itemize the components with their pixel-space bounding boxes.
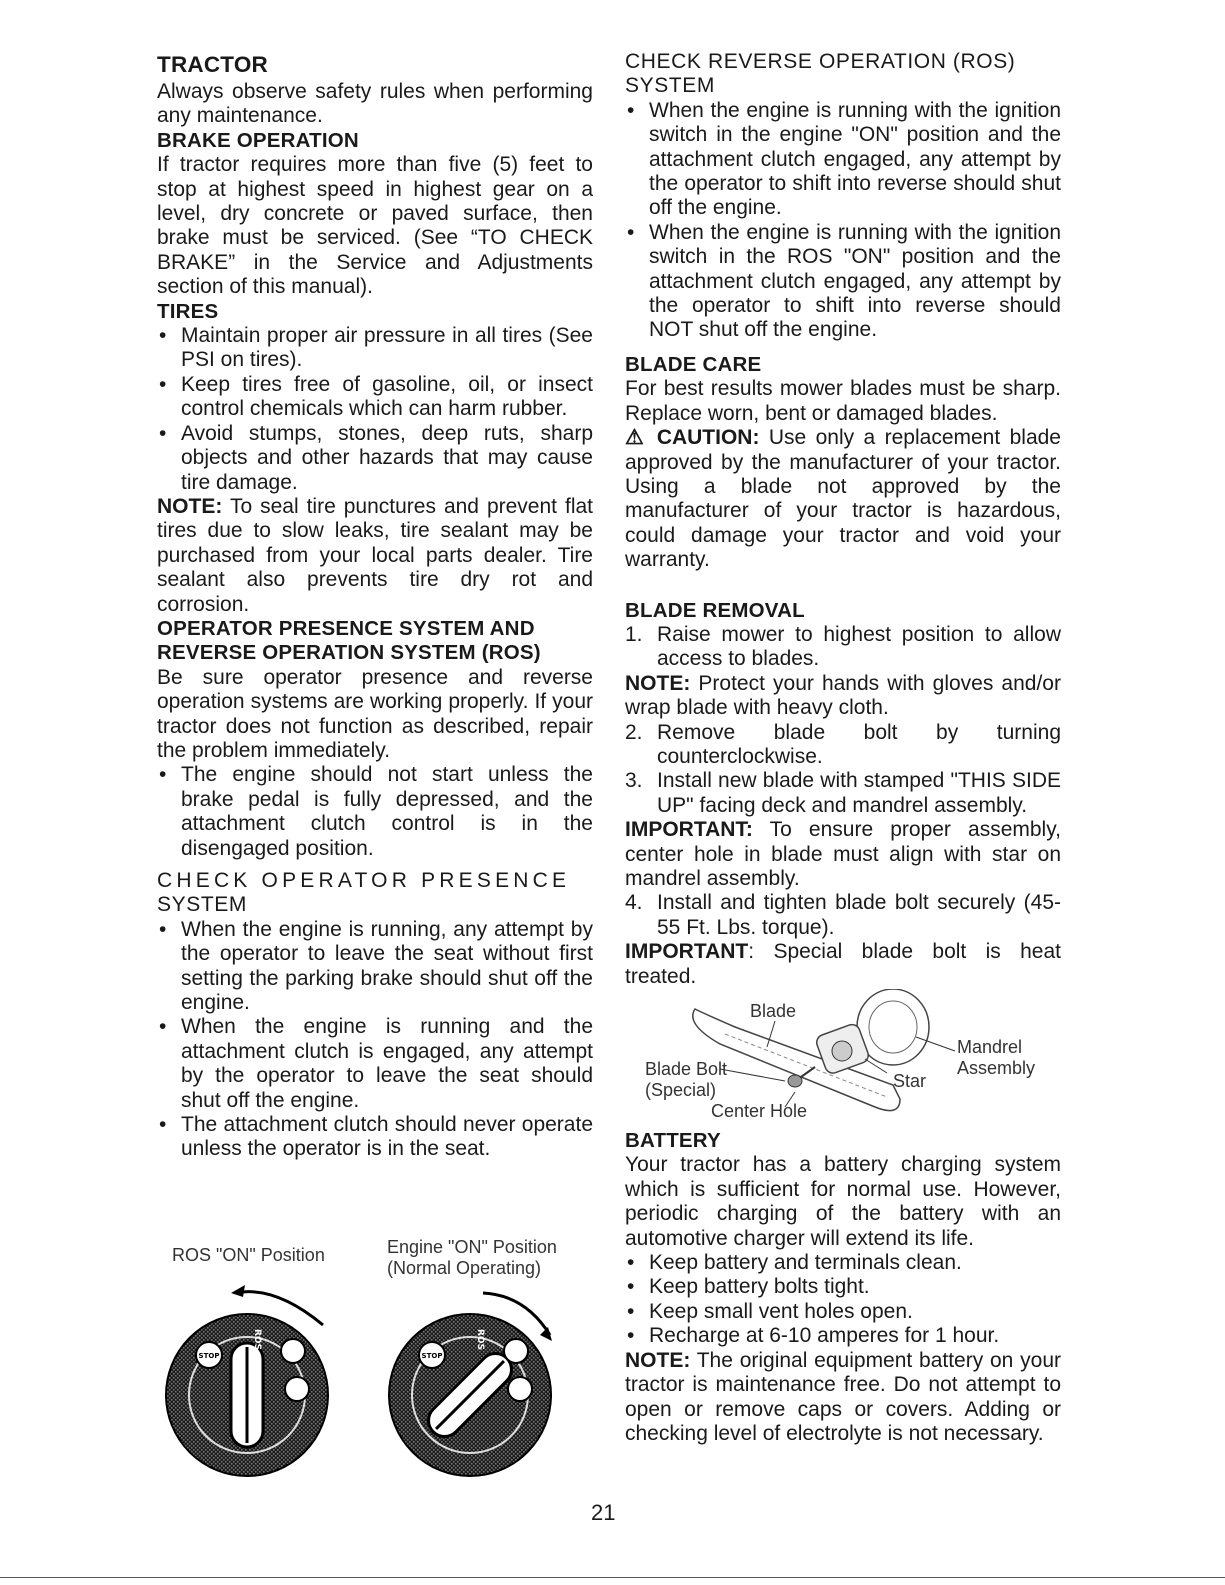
list-item: 3. Install new blade with stamped "THIS SIDE UP" facing deck and mandrel assembly.	[625, 769, 1061, 817]
important-1: IMPORTANT: To ensure proper assembly, center hole in blade must align with star on mandrel assembly.	[625, 818, 1061, 890]
engine-switch-dial	[389, 1293, 552, 1476]
check-ros-heading: CHECK REVERSE OPERATION (ROS) SYSTEM	[625, 50, 1016, 98]
label-blade: Blade	[750, 1001, 797, 1022]
label-center-hole: Center Hole	[711, 1101, 808, 1122]
brake-operation-heading: BRAKE OPERATION	[157, 128, 359, 152]
right-column	[625, 50, 1061, 1446]
battery-list	[625, 1251, 1061, 1349]
tires-heading: TIRES	[157, 299, 219, 323]
ros-switch-dial	[166, 1285, 328, 1476]
list-item: 1. Raise mower to highest position to allow access to blades.	[625, 622, 1061, 671]
list-item: • Keep tires free of gasoline, oil, or insect control chemicals which can harm rubber.	[159, 372, 593, 421]
blade-care-text: For best results mower blades must be sharp. Replace worn, bent or damaged blades.	[625, 377, 1061, 425]
ros-label: ROS	[475, 1329, 485, 1351]
ignition-switch-figure	[165, 1285, 585, 1495]
list-item: • When the engine is running with the ignition switch in the engine "ON" position and the attachment clutch engaged, any attempt by the operator to shift into reverse should shut off the engine.	[627, 98, 1061, 220]
engine-on-label: Engine "ON" Position (Normal Operating)	[387, 1237, 557, 1278]
left-column	[157, 50, 593, 1162]
check-ros-list	[625, 99, 1061, 343]
list-item: • When the engine is running, any attempt by the operator to leave the seat without first setting the parking brake should shut off the engine.	[159, 917, 593, 1015]
stop-label: STOP	[198, 1352, 220, 1360]
list-item: • Recharge at 6-10 amperes for 1 hour.	[627, 1324, 1000, 1348]
label-mandrel-assembly: Mandrel Assembly	[957, 1037, 1036, 1079]
list-item: • Maintain proper air pressure in all tires (See PSI on tires).	[159, 324, 593, 372]
ops-list	[157, 763, 593, 861]
ops-text: Be sure operator presence and reverse operation systems are working properly. If your tractor does not function as described, repair the problem immediately.	[157, 665, 593, 762]
caution-paragraph: ⚠ CAUTION: Use only a replacement blade approved by the manufacturer of your tractor. Using a blade not approved by the manufacturer of your tractor is hazardous, could damage your tractor and void your warranty.	[625, 426, 1061, 572]
ops-heading: OPERATOR PRESENCE SYSTEM AND REVERSE OPERATION SYSTEM (ROS)	[157, 616, 541, 665]
battery-text: Your tractor has a battery charging system which is sufficient for normal use. However, periodic charging of the battery with an automotive charger will extend its life.	[625, 1153, 1061, 1250]
list-item: • The engine should not start unless the brake pedal is fully depressed, and the attachment clutch control is in the disengaged position.	[159, 763, 593, 860]
removal-step-1	[625, 623, 1061, 672]
check-ops-heading: CHECK OPERATOR PRESENCE SYSTEM	[157, 869, 571, 917]
warning-triangle-icon: ⚠	[625, 426, 648, 450]
list-item: • The attachment clutch should never operate unless the operator is in the seat.	[159, 1113, 593, 1161]
list-item: • Keep small vent holes open.	[627, 1299, 913, 1323]
list-item: 4. Install and tighten blade bolt securely (45-55 Ft. Lbs. torque).	[625, 891, 1061, 939]
page-number: 21	[591, 1500, 616, 1525]
important-2: IMPORTANT: Special blade bolt is heat treated.	[625, 940, 1061, 988]
label-blade-bolt: Blade Bolt (Special)	[645, 1059, 728, 1101]
ros-on-label: ROS "ON" Position	[172, 1245, 325, 1265]
blade-diagram	[625, 989, 1061, 1129]
list-item: 2. Remove blade bolt by turning counterclockwise.	[625, 720, 1061, 768]
tractor-heading: TRACTOR	[157, 52, 268, 77]
list-item: • Keep battery and terminals clean.	[627, 1251, 962, 1275]
tractor-intro: Always observe safety rules when performing any maintenance.	[157, 80, 593, 128]
blade-removal-heading: BLADE REMOVAL	[625, 598, 805, 622]
list-item: • When the engine is running and the attachment clutch is engaged, any attempt by the operator to leave the seat should shut off the engine.	[159, 1015, 593, 1112]
mandrel-shape	[814, 989, 929, 1075]
stop-label: STOP	[421, 1352, 443, 1360]
battery-note: NOTE: The original equipment battery on your tractor is maintenance free. Do not attempt to open or remove caps or covers. Adding or checking level of electrolyte is not necessary.	[625, 1348, 1061, 1445]
removal-note: NOTE: Protect your hands with gloves and/or wrap blade with heavy cloth.	[625, 671, 1061, 720]
list-item: • Avoid stumps, stones, deep ruts, sharp objects and other hazards that may cause tire damage.	[159, 421, 593, 494]
label-star: Star	[893, 1071, 927, 1092]
tires-note: NOTE: To seal tire punctures and prevent flat tires due to slow leaks, tire sealant may be purchased from your local parts dealer. Tire sealant also prevents tire dry rot and corrosion.	[157, 494, 593, 616]
list-item: • Keep battery bolts tight.	[627, 1275, 870, 1299]
blade-care-heading: BLADE CARE	[625, 352, 762, 376]
removal-step-4	[625, 891, 1061, 940]
ros-label: ROS	[252, 1329, 262, 1351]
battery-heading: BATTERY	[625, 1129, 721, 1153]
list-item: • When the engine is running with the ignition switch in the ROS "ON" position and the attachment clutch engaged, any attempt by the operator to shift into reverse should NOT shut off the engine.	[627, 220, 1061, 342]
bottom-rule	[0, 1577, 1225, 1578]
removal-steps-2-3	[625, 721, 1061, 819]
check-ops-list	[157, 918, 593, 1162]
tires-list	[157, 324, 593, 495]
brake-operation-text: If tractor requires more than five (5) feet to stop at highest speed in highest gear on a level, dry concrete or paved surface, then brake must be serviced. (See “TO CHECK BRAKE” in the Service and Adjustments section of this manual).	[157, 153, 593, 299]
